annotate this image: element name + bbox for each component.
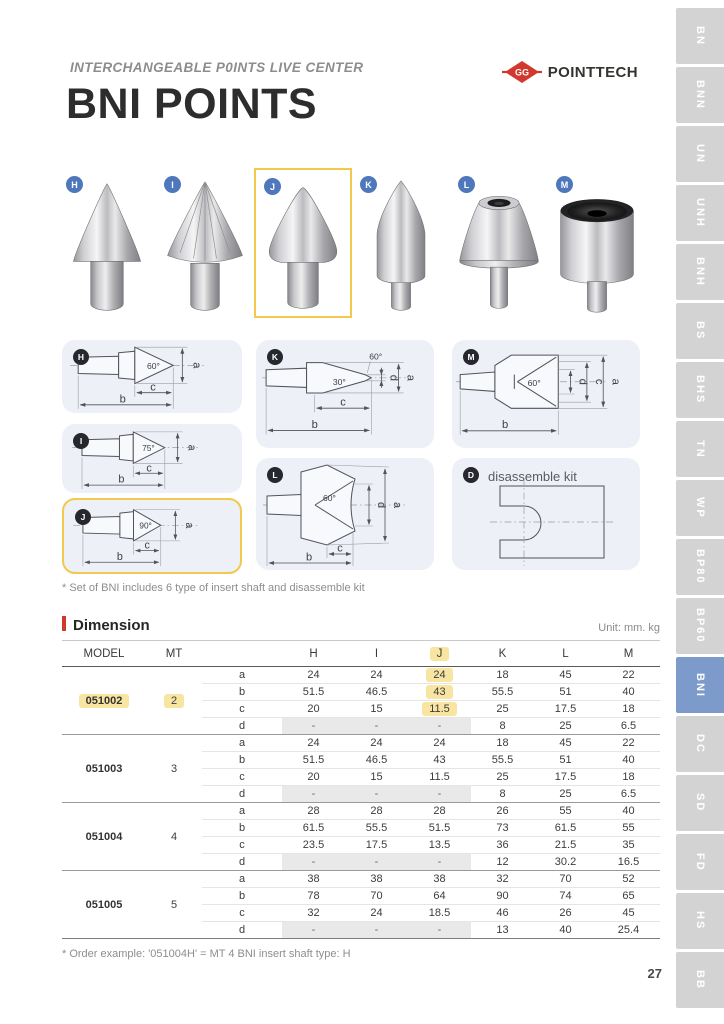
svg-text:b: b [305, 551, 313, 564]
dim-label-cell: b [202, 752, 282, 769]
diagram-badge-l: L [267, 467, 283, 483]
set-note: * Set of BNI includes 6 type of insert shaft and disassemble kit [62, 582, 365, 594]
sidebar-tab-label: WP [694, 497, 706, 519]
photo-i-cone-icon [159, 178, 251, 318]
sidebar-tab-label: BNN [694, 80, 706, 110]
svg-text:c: c [146, 462, 152, 475]
sidebar-tab-label: BS [694, 321, 706, 341]
svg-text:60°: 60° [527, 377, 541, 388]
value-cell-i-a: 24 [345, 735, 408, 752]
value-cell-h-a: 24 [282, 667, 345, 684]
svg-text:b: b [502, 419, 509, 432]
col-header-mt: MT [146, 641, 202, 667]
diagram-badge-m: M [463, 349, 479, 365]
sidebar-tab-bb[interactable] [676, 952, 724, 1008]
sidebar-tab-bnn[interactable] [676, 67, 724, 123]
type-badge-k: K [360, 176, 377, 193]
value-cell-h-c: 23.5 [282, 837, 345, 854]
value-cell-j-d: - [408, 922, 471, 939]
dim-label-cell: d [202, 922, 282, 939]
photo-j-dome-icon [257, 176, 349, 316]
diagram-card-i [62, 424, 242, 493]
value-cell-l-d: 25 [534, 786, 597, 803]
product-photo-i [156, 168, 254, 318]
value-cell-l-c: 17.5 [534, 701, 597, 718]
product-photo-h [58, 168, 156, 318]
value-cell-i-d: - [345, 922, 408, 939]
value-cell-l-a: 55 [534, 803, 597, 820]
value-cell-h-d: - [282, 854, 345, 871]
model-cell: 051003 [62, 735, 146, 803]
product-photo-l [450, 168, 548, 318]
sidebar-tab-label: BNI [694, 672, 706, 698]
dim-row-051002-a [62, 667, 660, 684]
svg-text:30°: 30° [332, 376, 346, 387]
value-cell-h-b: 78 [282, 888, 345, 905]
sidebar-tab-label: BB [694, 970, 706, 990]
value-cell-m-a: 22 [597, 735, 660, 752]
dim-row-051003-a [62, 735, 660, 752]
value-cell-h-b: 61.5 [282, 820, 345, 837]
svg-text:c: c [593, 378, 606, 385]
type-col-header: H [282, 641, 345, 667]
diagram-i-drawing [62, 424, 242, 493]
value-cell-h-b: 51.5 [282, 684, 345, 701]
value-cell-h-d: - [282, 786, 345, 803]
svg-text:60°: 60° [146, 360, 160, 371]
dim-label-cell: c [202, 701, 282, 718]
value-cell-j-c: 13.5 [408, 837, 471, 854]
sidebar-tab-label: FD [694, 852, 706, 872]
value-cell-k-c: 25 [471, 701, 534, 718]
diagram-card-d [452, 458, 640, 570]
brand-logo [502, 60, 638, 84]
value-cell-l-b: 74 [534, 888, 597, 905]
col-header-model: MODEL [62, 641, 146, 667]
diagram-j-drawing [64, 500, 240, 572]
diagram-card-j-highlighted [62, 498, 242, 574]
photo-h-cone-icon [61, 178, 153, 318]
value-cell-m-d: 6.5 [597, 786, 660, 803]
dim-label-cell: a [202, 871, 282, 888]
category-sidebar [676, 0, 724, 1024]
svg-text:a: a [190, 362, 203, 369]
sidebar-tab-label: BP60 [694, 608, 706, 644]
order-note: * Order example: '051004H' = MT 4 BNI insert shaft type: H [62, 948, 351, 960]
sidebar-tab-label: TN [694, 439, 706, 459]
value-cell-h-a: 38 [282, 871, 345, 888]
sidebar-tab-label: BHS [694, 375, 706, 405]
dimension-section [62, 612, 660, 939]
product-photo-m [548, 168, 646, 318]
value-cell-k-d: 8 [471, 718, 534, 735]
svg-text:60°: 60° [369, 351, 383, 362]
dim-label-cell: a [202, 735, 282, 752]
value-cell-k-d: 8 [471, 786, 534, 803]
diagram-badge-h: H [73, 349, 89, 365]
value-cell-j-b: 51.5 [408, 820, 471, 837]
dim-label-cell: a [202, 667, 282, 684]
value-cell-m-c: 45 [597, 905, 660, 922]
svg-text:c: c [144, 539, 150, 552]
sidebar-tab-un[interactable] [676, 126, 724, 182]
value-cell-k-b: 55.5 [471, 752, 534, 769]
dim-label-cell: d [202, 718, 282, 735]
svg-text:c: c [337, 542, 343, 555]
value-cell-l-d: 30.2 [534, 854, 597, 871]
value-cell-i-d: - [345, 786, 408, 803]
product-photo-j-highlighted [254, 168, 352, 318]
brand-diamond-icon [502, 60, 542, 84]
dim-label-cell: a [202, 803, 282, 820]
type-col-header: K [471, 641, 534, 667]
value-cell-l-c: 17.5 [534, 769, 597, 786]
value-cell-h-c: 20 [282, 701, 345, 718]
disassemble-kit-label: disassemble kit [488, 469, 577, 484]
value-cell-l-d: 40 [534, 922, 597, 939]
svg-text:d: d [387, 374, 400, 381]
svg-text:c: c [340, 396, 346, 409]
value-cell-l-c: 21.5 [534, 837, 597, 854]
value-cell-h-d: - [282, 922, 345, 939]
value-cell-i-a: 38 [345, 871, 408, 888]
value-cell-i-c: 15 [345, 701, 408, 718]
value-cell-j-c: 11.5 [408, 701, 471, 718]
sidebar-tab-tn[interactable] [676, 421, 724, 477]
sidebar-tab-bp60[interactable] [676, 598, 724, 654]
value-cell-l-a: 70 [534, 871, 597, 888]
type-col-header: M [597, 641, 660, 667]
value-cell-h-a: 28 [282, 803, 345, 820]
svg-text:b: b [118, 473, 125, 486]
value-cell-i-d: - [345, 718, 408, 735]
value-cell-l-a: 45 [534, 667, 597, 684]
type-badge-j: J [264, 178, 281, 195]
svg-text:60°: 60° [323, 493, 336, 503]
value-cell-l-c: 26 [534, 905, 597, 922]
value-cell-m-a: 52 [597, 871, 660, 888]
diagram-card-m [452, 340, 640, 448]
dimension-table-body [62, 667, 660, 939]
dim-label-cell: d [202, 854, 282, 871]
brand-name: POINTTECH [547, 63, 638, 81]
sidebar-tab-fd[interactable] [676, 834, 724, 890]
diagram-h-drawing [62, 340, 242, 413]
svg-text:75°: 75° [142, 443, 155, 454]
type-col-header: L [534, 641, 597, 667]
sidebar-tab-label: BNH [694, 257, 706, 287]
mt-cell: 5 [146, 871, 202, 939]
svg-text:a: a [391, 501, 403, 509]
value-cell-h-c: 32 [282, 905, 345, 922]
value-cell-j-d: - [408, 786, 471, 803]
value-cell-i-a: 28 [345, 803, 408, 820]
diagram-badge-i: I [73, 433, 89, 449]
sidebar-tab-label: DC [694, 734, 706, 754]
mt-cell: 4 [146, 803, 202, 871]
value-cell-j-c: 18.5 [408, 905, 471, 922]
diagram-m-drawing [452, 340, 640, 448]
unit-label: Unit: mm. kg [598, 622, 660, 634]
value-cell-m-d: 25.4 [597, 922, 660, 939]
sidebar-tab-dc[interactable] [676, 716, 724, 772]
sidebar-tab-bp80[interactable] [676, 539, 724, 595]
photo-l-bell-icon [453, 178, 545, 318]
model-cell: 051002 [62, 667, 146, 735]
section-title: Dimension [73, 617, 150, 634]
photo-m-cup-icon [551, 178, 643, 318]
value-cell-k-a: 18 [471, 667, 534, 684]
brand-mark: GG [514, 67, 529, 78]
mt-cell: 2 [146, 667, 202, 735]
type-badge-l: L [458, 176, 475, 193]
value-cell-j-b: 64 [408, 888, 471, 905]
diagram-card-k [256, 340, 434, 448]
sidebar-tab-hs[interactable] [676, 893, 724, 949]
value-cell-m-b: 40 [597, 684, 660, 701]
diagram-badge-k: K [267, 349, 283, 365]
sidebar-tab-wp[interactable] [676, 480, 724, 536]
value-cell-m-c: 18 [597, 701, 660, 718]
sidebar-tab-bhs[interactable] [676, 362, 724, 418]
value-cell-j-a: 24 [408, 667, 471, 684]
photo-k-bullet-icon [355, 178, 447, 318]
svg-text:b: b [119, 393, 126, 406]
svg-text:b: b [116, 550, 123, 563]
type-col-header: J [408, 641, 471, 667]
value-cell-m-c: 35 [597, 837, 660, 854]
value-cell-m-d: 6.5 [597, 718, 660, 735]
section-accent-bar [62, 616, 66, 631]
sidebar-tab-label: UNH [694, 198, 706, 228]
value-cell-i-b: 70 [345, 888, 408, 905]
value-cell-j-d: - [408, 718, 471, 735]
sidebar-tab-bnh[interactable] [676, 244, 724, 300]
value-cell-k-b: 55.5 [471, 684, 534, 701]
value-cell-j-b: 43 [408, 684, 471, 701]
value-cell-i-c: 24 [345, 905, 408, 922]
value-cell-m-b: 65 [597, 888, 660, 905]
value-cell-h-c: 20 [282, 769, 345, 786]
dim-label-cell: c [202, 769, 282, 786]
model-cell: 051004 [62, 803, 146, 871]
product-photo-k [352, 168, 450, 318]
value-cell-j-a: 38 [408, 871, 471, 888]
svg-text:d: d [375, 501, 387, 509]
value-cell-j-d: - [408, 854, 471, 871]
sidebar-tab-label: BN [694, 26, 706, 46]
sidebar-tab-sd[interactable] [676, 775, 724, 831]
value-cell-k-b: 90 [471, 888, 534, 905]
diagram-card-h [62, 340, 242, 413]
value-cell-l-b: 51 [534, 684, 597, 701]
dim-label-cell: d [202, 786, 282, 803]
svg-text:b: b [311, 418, 318, 431]
value-cell-k-a: 18 [471, 735, 534, 752]
sidebar-tab-bn[interactable] [676, 8, 724, 64]
type-col-header: I [345, 641, 408, 667]
dimension-table [62, 640, 660, 939]
value-cell-l-b: 51 [534, 752, 597, 769]
value-cell-k-c: 36 [471, 837, 534, 854]
dim-row-051004-a [62, 803, 660, 820]
type-badge-i: I [164, 176, 181, 193]
sidebar-tab-label: HS [694, 911, 706, 931]
page-number: 27 [647, 966, 662, 981]
type-badge-h: H [66, 176, 83, 193]
value-cell-i-c: 17.5 [345, 837, 408, 854]
page-eyebrow: INTERCHANGEABLE P0INTS LIVE CENTER [70, 60, 364, 75]
value-cell-k-a: 32 [471, 871, 534, 888]
value-cell-k-c: 25 [471, 769, 534, 786]
col-header-dim [202, 641, 282, 667]
section-header [62, 612, 660, 634]
value-cell-m-b: 55 [597, 820, 660, 837]
sidebar-tab-label: SD [694, 793, 706, 813]
value-cell-j-c: 11.5 [408, 769, 471, 786]
value-cell-j-a: 28 [408, 803, 471, 820]
svg-text:a: a [609, 378, 622, 385]
model-cell: 051005 [62, 871, 146, 939]
svg-text:c: c [150, 381, 156, 394]
value-cell-j-b: 43 [408, 752, 471, 769]
page-title: BNI POINTS [66, 80, 318, 128]
diagram-badge-d: D [463, 467, 479, 483]
mt-cell: 3 [146, 735, 202, 803]
value-cell-k-a: 26 [471, 803, 534, 820]
value-cell-m-d: 16.5 [597, 854, 660, 871]
table-header-row [62, 641, 660, 667]
value-cell-k-d: 12 [471, 854, 534, 871]
value-cell-i-b: 46.5 [345, 752, 408, 769]
value-cell-m-c: 18 [597, 769, 660, 786]
value-cell-k-c: 46 [471, 905, 534, 922]
value-cell-i-b: 46.5 [345, 684, 408, 701]
value-cell-j-a: 24 [408, 735, 471, 752]
dim-label-cell: c [202, 905, 282, 922]
value-cell-i-d: - [345, 854, 408, 871]
diagram-badge-j: J [75, 509, 91, 525]
value-cell-k-d: 13 [471, 922, 534, 939]
value-cell-i-c: 15 [345, 769, 408, 786]
svg-text:d: d [576, 378, 589, 385]
sidebar-tab-label: BP80 [694, 549, 706, 585]
value-cell-i-b: 55.5 [345, 820, 408, 837]
svg-text:a: a [404, 374, 417, 381]
value-cell-m-a: 22 [597, 667, 660, 684]
dim-label-cell: c [202, 837, 282, 854]
dim-row-051005-a [62, 871, 660, 888]
sidebar-tab-unh[interactable] [676, 185, 724, 241]
value-cell-m-b: 40 [597, 752, 660, 769]
value-cell-h-b: 51.5 [282, 752, 345, 769]
dim-label-cell: b [202, 684, 282, 701]
svg-text:a: a [185, 444, 198, 451]
type-badge-m: M [556, 176, 573, 193]
svg-text:a: a [183, 522, 196, 529]
value-cell-l-b: 61.5 [534, 820, 597, 837]
value-cell-h-a: 24 [282, 735, 345, 752]
product-photo-row [58, 168, 646, 318]
diagram-card-l [256, 458, 434, 570]
sidebar-tab-label: UN [694, 144, 706, 164]
svg-text:90°: 90° [139, 521, 152, 531]
value-cell-h-d: - [282, 718, 345, 735]
value-cell-l-d: 25 [534, 718, 597, 735]
value-cell-m-a: 40 [597, 803, 660, 820]
value-cell-k-b: 73 [471, 820, 534, 837]
value-cell-l-a: 45 [534, 735, 597, 752]
value-cell-i-a: 24 [345, 667, 408, 684]
sidebar-tab-bni[interactable] [676, 657, 724, 713]
sidebar-tab-bs[interactable] [676, 303, 724, 359]
dim-label-cell: b [202, 888, 282, 905]
dim-label-cell: b [202, 820, 282, 837]
diagram-grid [62, 340, 640, 576]
